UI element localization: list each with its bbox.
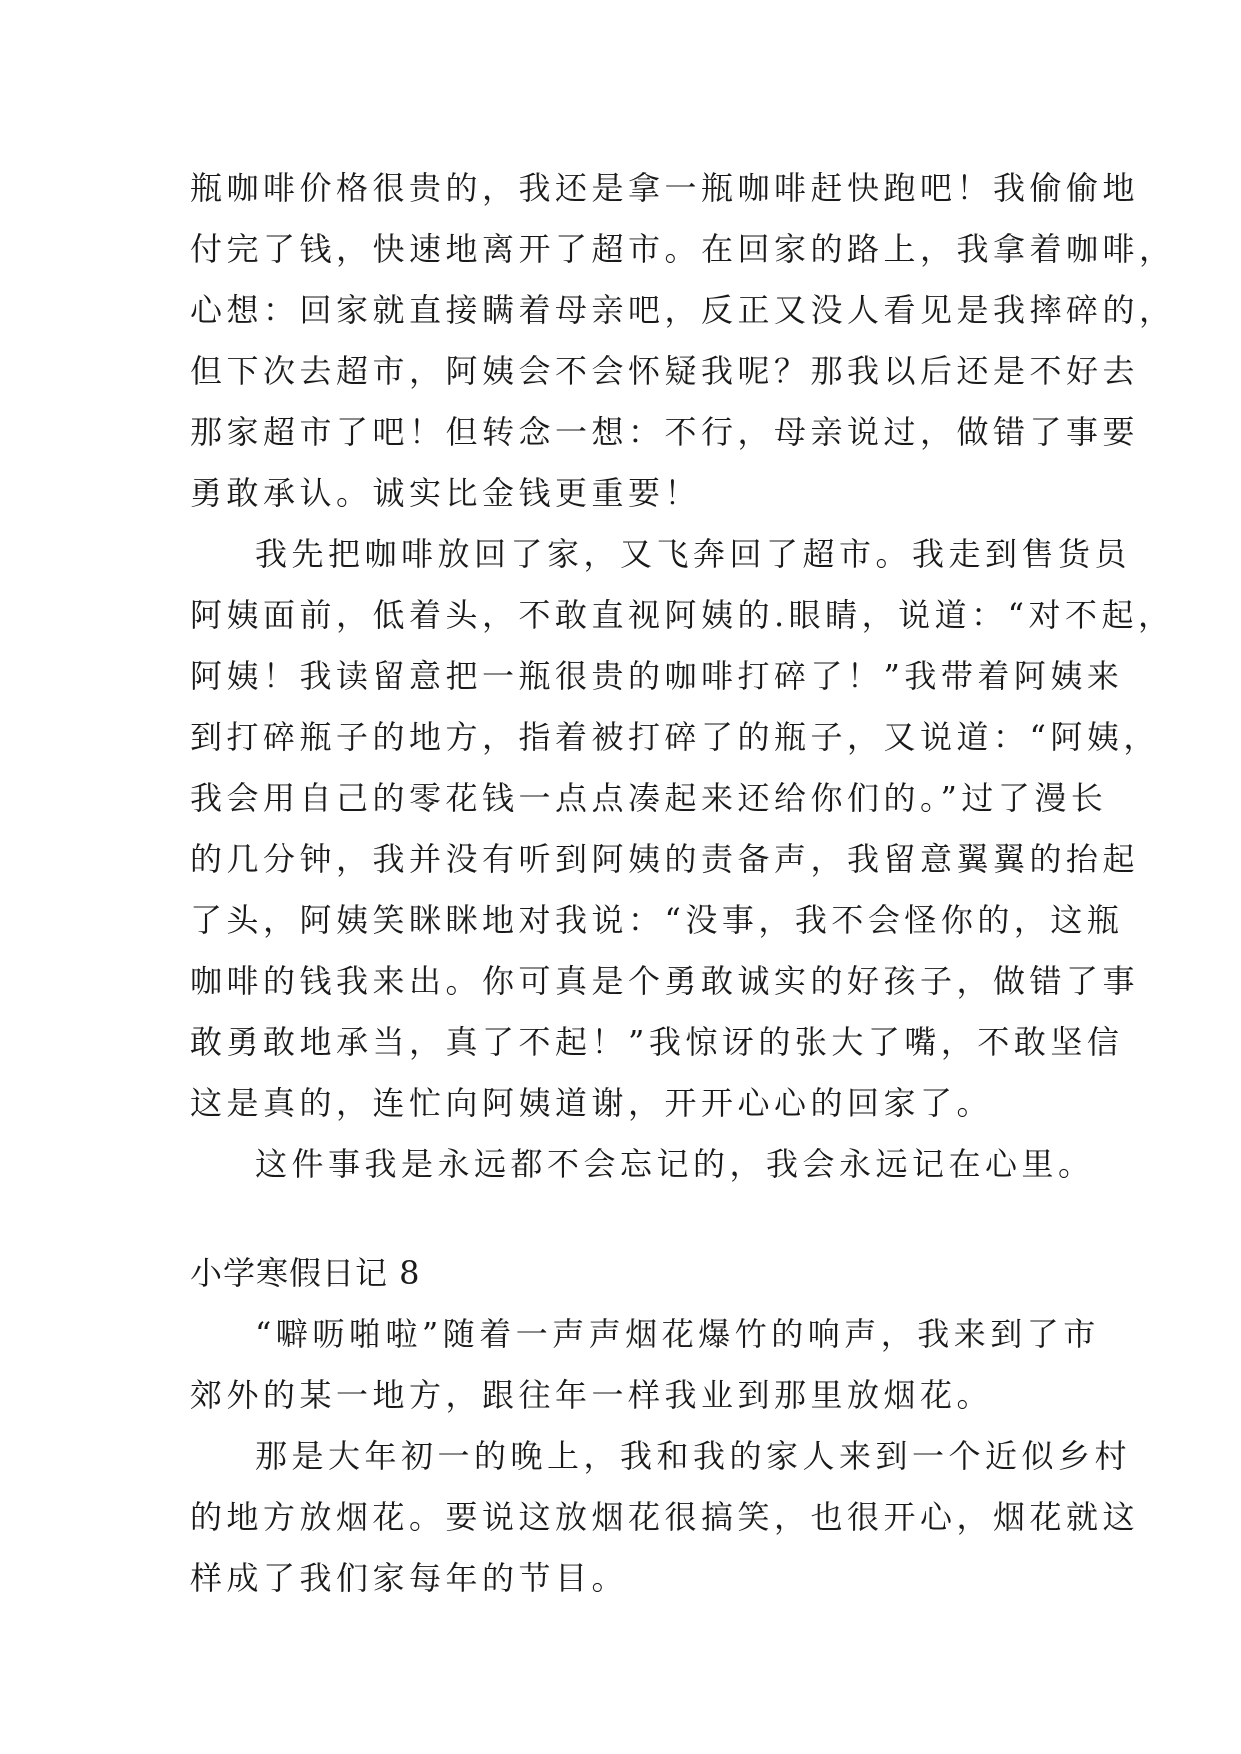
text-line: 阿姨！我读留意把一瓶很贵的咖啡打碎了！”我带着阿姨来 [190,657,1124,695]
text-line: 敢勇敢地承当，真了不起！”我惊讶的张大了嘴，不敢坚信 [190,1023,1124,1061]
text-line: 我先把咖啡放回了家，又飞奔回了超市。我走到售货员 [255,535,1132,573]
text-line: 那是大年初一的晚上，我和我的家人来到一个近似乡村 [255,1437,1132,1475]
text-line: 瓶咖啡价格很贵的，我还是拿一瓶咖啡赶快跑吧！我偷偷地 [190,169,1140,207]
text-line: 但下次去超市，阿姨会不会怀疑我呢？那我以后还是不好去 [190,352,1140,390]
text-line: 我会用自己的零花钱一点点凑起来还给你们的。”过了漫长 [190,779,1108,817]
text-line: “噼呖啪啦”随着一声声烟花爆竹的响声，我来到了市 [255,1315,1100,1353]
text-line: 的地方放烟花。要说这放烟花很搞笑，也很开心，烟花就这 [190,1498,1140,1536]
text-line: 郊外的某一地方，跟往年一样我业到那里放烟花。 [190,1376,994,1414]
text-line: 付完了钱，快速地离开了超市。在回家的路上，我拿着咖啡， [190,230,1176,268]
text-line: 的几分钟，我并没有听到阿姨的责备声，我留意翼翼的抬起 [190,840,1140,878]
section-heading: 小学寒假日记 8 [190,1254,421,1292]
text-line: 到打碎瓶子的地方，指着被打碎了的瓶子，又说道：“阿姨， [190,718,1160,756]
text-line: 这是真的，连忙向阿姨道谢，开开心心的回家了。 [190,1084,994,1122]
text-line: 那家超市了吧！但转念一想：不行，母亲说过，做错了事要 [190,413,1140,451]
text-line: 阿姨面前，低着头，不敢直视阿姨的.眼睛，说道：“对不起， [190,596,1175,634]
text-line: 咖啡的钱我来出。你可真是个勇敢诚实的好孩子，做错了事 [190,962,1140,1000]
text-line: 心想：回家就直接瞒着母亲吧，反正又没人看见是我摔碎的， [190,291,1176,329]
text-line: 这件事我是永远都不会忘记的，我会永远记在心里。 [255,1145,1095,1183]
text-line: 勇敢承认。诚实比金钱更重要！ [190,474,702,512]
text-line: 样成了我们家每年的节目。 [190,1559,629,1597]
text-line: 了头，阿姨笑眯眯地对我说：“没事，我不会怪你的，这瓶 [190,901,1124,939]
